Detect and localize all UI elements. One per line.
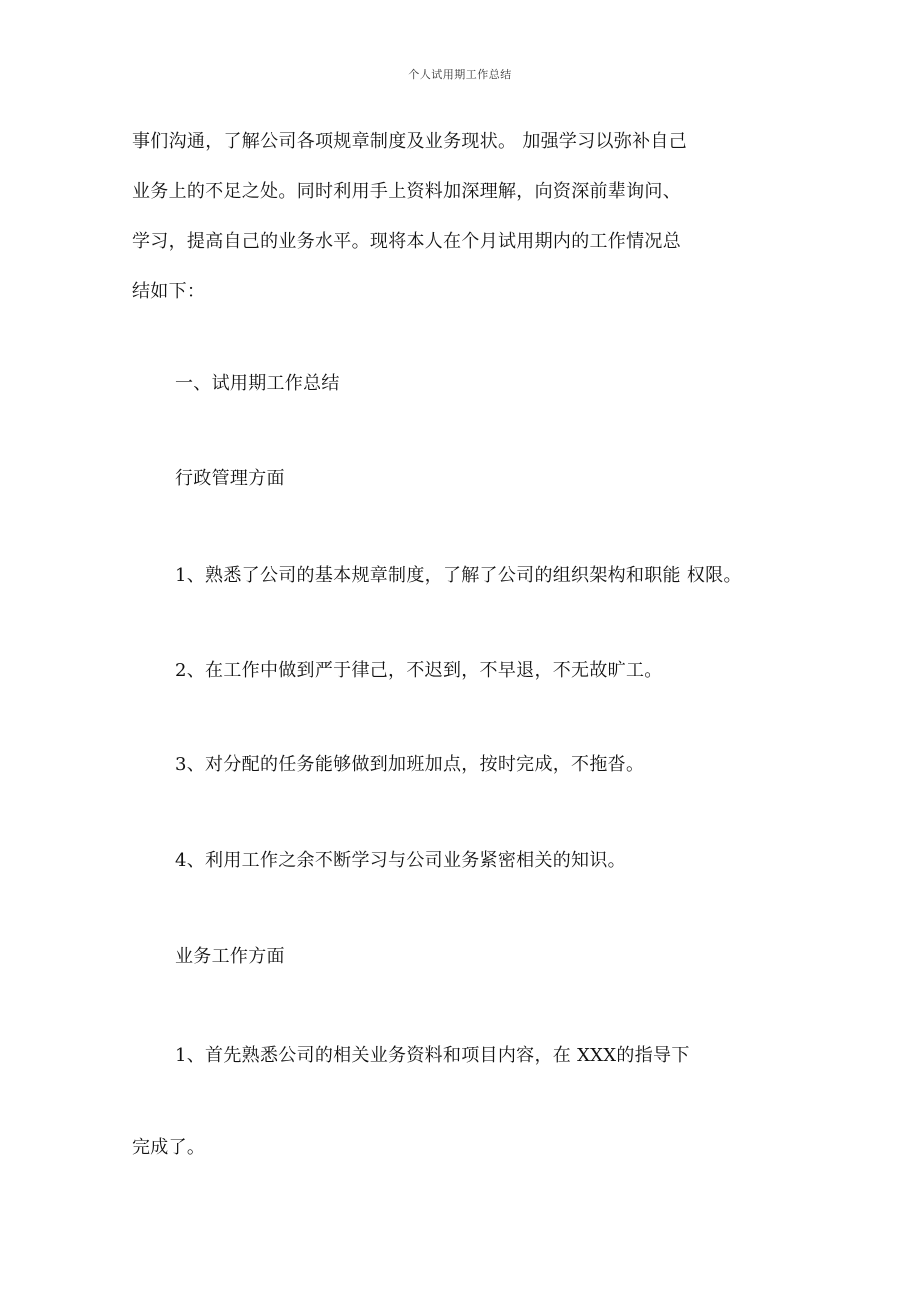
admin-subheading: 行政管理方面 bbox=[175, 468, 285, 489]
business-subheading: 业务工作方面 bbox=[175, 946, 285, 967]
page-header: 个人试用期工作总结 bbox=[408, 68, 512, 81]
intro-line-3: 学习，提高自己的业务水平。现将本人在个月试用期内的工作情况总 bbox=[132, 231, 681, 252]
intro-line-2: 业务上的不足之处。同时利用手上资料加深理解，向资深前辈询问、 bbox=[132, 181, 681, 202]
admin-item-3: 3、对分配的任务能够做到加班加点，按时完成，不拖沓。 bbox=[175, 754, 645, 775]
admin-item-2: 2、在工作中做到严于律己，不迟到，不早退，不无故旷工。 bbox=[175, 660, 663, 681]
admin-item-4: 4、利用工作之余不断学习与公司业务紧密相关的知识。 bbox=[175, 850, 626, 871]
business-item-1-continued: 完成了。 bbox=[132, 1137, 206, 1158]
intro-line-4: 结如下： bbox=[132, 281, 206, 302]
intro-line-1: 事们沟通，了解公司各项规章制度及业务现状。 加强学习以弥补自己 bbox=[132, 131, 688, 152]
admin-item-1: 1、熟悉了公司的基本规章制度，了解了公司的组织架构和职能 权限。 bbox=[175, 565, 742, 586]
section-heading: 一、试用期工作总结 bbox=[175, 373, 340, 394]
business-item-1: 1、首先熟悉公司的相关业务资料和项目内容，在 XXX的指导下 bbox=[175, 1045, 690, 1066]
